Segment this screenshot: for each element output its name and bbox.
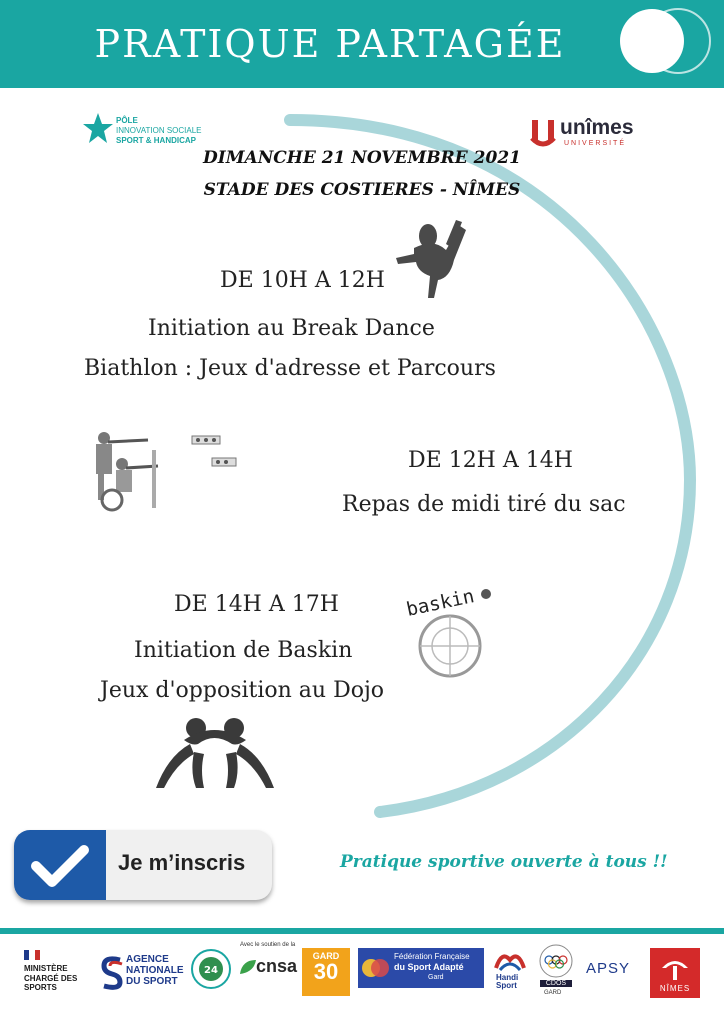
slot-1-time: DE 10H A 12H (220, 268, 385, 293)
cnsa-logo: Avec le soutien de la cnsa (240, 942, 298, 976)
unimes-mark-icon (530, 118, 556, 148)
slot-2-time: DE 12H A 14H (408, 448, 573, 473)
nimes-logo: NÎMES (650, 948, 700, 998)
event-venue: STADE DES COSTIERES - NÎMES (203, 180, 521, 200)
wrestlers-icon (154, 716, 276, 792)
baskin-logo: baskin (404, 586, 504, 680)
slot-3-activity-2: Jeux d'opposition au Dojo (100, 678, 385, 703)
nimes-crocodile-icon (658, 952, 692, 982)
star-icon (82, 112, 114, 146)
basketball-icon (404, 586, 504, 680)
register-button[interactable] (14, 830, 272, 900)
tagline: Pratique sportive ouverte à tous !! (340, 852, 668, 872)
handisport-swoosh-icon (492, 948, 528, 972)
slot-1-activity-2: Biathlon : Jeux d'adresse et Parcours (84, 356, 496, 381)
slot-2-activity-1: Repas de midi tiré du sac (342, 492, 626, 517)
slot-3-activity-1: Initiation de Baskin (134, 638, 353, 663)
olympic-rings-icon (536, 944, 576, 978)
slot-1-activity-1: Initiation au Break Dance (148, 316, 435, 341)
cdos-gard-logo: CDOS GARD (534, 948, 578, 1000)
page-title: PRATIQUE PARTAGÉE (94, 22, 566, 66)
pole-innovation-logo: PÔLE INNOVATION SOCIALE SPORT & HANDICAP (82, 108, 212, 156)
apsy-logo: APSY (586, 960, 631, 977)
register-button-label: Je m’inscris (118, 850, 246, 875)
gard-30-logo: GARD 30 (302, 948, 350, 996)
ffsa-gard-logo: Fédération Française du Sport Adapté Gard (358, 948, 484, 988)
slot-3-time: DE 14H A 17H (174, 592, 339, 617)
unimes-logo: unîmes UNIVERSITÉ (530, 116, 640, 150)
french-flag-icon (24, 950, 40, 960)
cnsa-leaf-icon (238, 958, 258, 976)
handisport-logo: Handi Sport (490, 948, 530, 1000)
biathlon-shooters-icon (88, 428, 248, 518)
paris-2024-label-icon (190, 948, 232, 1000)
event-date: DIMANCHE 21 NOVEMBRE 2021 (203, 148, 521, 168)
break-dancer-icon (394, 218, 474, 300)
footer-band (0, 928, 724, 934)
ministere-sports-logo: MINISTÈRE CHARGÉ DES SPORTS (14, 948, 94, 1000)
agence-nationale-sport-logo: AGENCE NATIONALE DU SPORT (100, 948, 186, 1000)
ffsa-faces-icon (360, 953, 390, 983)
checkmark-icon (14, 830, 106, 900)
svg-text:24: 24 (204, 965, 218, 976)
ans-s-icon (100, 954, 124, 990)
